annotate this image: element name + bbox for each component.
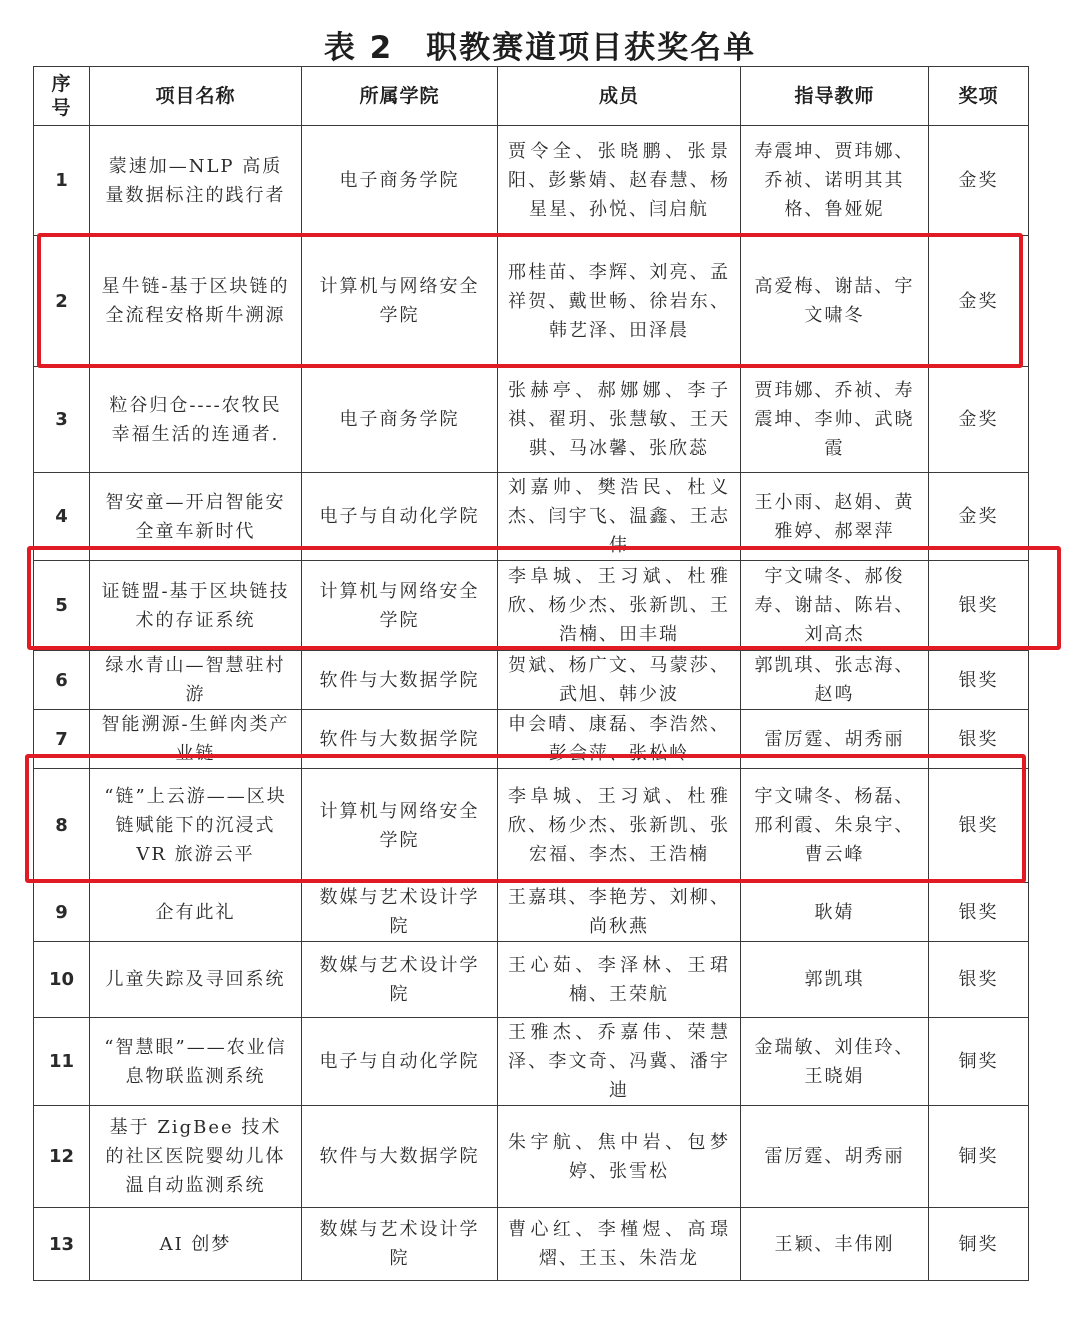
cell-members: 李阜城、王习斌、杜雅欣、杨少杰、张新凯、王浩楠、田丰瑞 xyxy=(498,561,741,651)
cell-members: 朱宇航、焦中岩、包梦婷、张雪松 xyxy=(498,1106,741,1208)
cell-college: 计算机与网络安全学院 xyxy=(302,769,498,883)
header-members: 成员 xyxy=(498,67,741,126)
cell-award: 银奖 xyxy=(929,769,1029,883)
cell-no: 3 xyxy=(34,367,90,473)
cell-members: 邢桂苗、李辉、刘亮、孟祥贺、戴世畅、徐岩东、韩艺泽、田泽晨 xyxy=(498,236,741,367)
cell-project-name: 蒙速加—NLP 高质量数据标注的践行者 xyxy=(90,126,302,236)
cell-college: 电子与自动化学院 xyxy=(302,473,498,561)
cell-members: 李阜城、王习斌、杜雅欣、杨少杰、张新凯、张宏福、李杰、王浩楠 xyxy=(498,769,741,883)
cell-college: 电子与自动化学院 xyxy=(302,1018,498,1106)
cell-no: 2 xyxy=(34,236,90,367)
header-award: 奖项 xyxy=(929,67,1029,126)
cell-advisors: 耿婧 xyxy=(741,883,929,942)
cell-advisors: 王颖、丰伟刚 xyxy=(741,1208,929,1281)
table-row xyxy=(34,1106,1029,1208)
cell-no: 7 xyxy=(34,710,90,769)
table-row xyxy=(34,942,1029,1018)
cell-no: 8 xyxy=(34,769,90,883)
highlight-box-row-8 xyxy=(25,754,1026,883)
cell-award: 金奖 xyxy=(929,236,1029,367)
cell-no: 13 xyxy=(34,1208,90,1281)
cell-advisors: 金瑞敏、刘佳玲、王晓娟 xyxy=(741,1018,929,1106)
cell-no: 5 xyxy=(34,561,90,651)
highlight-box-row-5 xyxy=(27,546,1061,650)
cell-advisors: 贾玮娜、乔祯、寿震坤、李帅、武晓霞 xyxy=(741,367,929,473)
cell-project-name: AI 创梦 xyxy=(90,1208,302,1281)
cell-college: 计算机与网络安全学院 xyxy=(302,236,498,367)
cell-members: 王雅杰、乔嘉伟、荣慧泽、李文奇、冯冀、潘宇迪 xyxy=(498,1018,741,1106)
cell-no: 9 xyxy=(34,883,90,942)
highlight-box-row-2 xyxy=(37,233,1023,368)
cell-advisors: 宇文啸冬、杨磊、邢利霞、朱泉宇、曹云峰 xyxy=(741,769,929,883)
cell-college: 电子商务学院 xyxy=(302,126,498,236)
cell-members: 王心茹、李泽林、王珺楠、王荣航 xyxy=(498,942,741,1018)
cell-advisors: 郭凯琪、张志海、赵鸣 xyxy=(741,651,929,710)
header-row xyxy=(34,67,1029,126)
cell-college: 数媒与艺术设计学院 xyxy=(302,1208,498,1281)
cell-no: 6 xyxy=(34,651,90,710)
table-row xyxy=(34,651,1029,710)
cell-award: 铜奖 xyxy=(929,1208,1029,1281)
cell-project-name: 证链盟-基于区块链技术的存证系统 xyxy=(90,561,302,651)
cell-advisors: 雷厉霆、胡秀丽 xyxy=(741,710,929,769)
cell-members: 申会晴、康磊、李浩然、彭会萍、张松岭 xyxy=(498,710,741,769)
header-advisors: 指导教师 xyxy=(741,67,929,126)
cell-no: 4 xyxy=(34,473,90,561)
table-row xyxy=(34,367,1029,473)
cell-project-name: 儿童失踪及寻回系统 xyxy=(90,942,302,1018)
cell-award: 铜奖 xyxy=(929,1106,1029,1208)
cell-no: 10 xyxy=(34,942,90,1018)
table-row xyxy=(34,1208,1029,1281)
cell-award: 铜奖 xyxy=(929,1018,1029,1106)
table-row xyxy=(34,883,1029,942)
cell-award: 银奖 xyxy=(929,561,1029,651)
cell-no: 1 xyxy=(34,126,90,236)
cell-college: 软件与大数据学院 xyxy=(302,710,498,769)
header-project-name: 项目名称 xyxy=(90,67,302,126)
table-title: 表 2 职教赛道项目获奖名单 xyxy=(323,30,757,66)
cell-no: 12 xyxy=(34,1106,90,1208)
cell-advisors: 郭凯琪 xyxy=(741,942,929,1018)
cell-award: 金奖 xyxy=(929,473,1029,561)
cell-award: 金奖 xyxy=(929,367,1029,473)
cell-project-name: 智能溯源-生鲜肉类产业链 xyxy=(90,710,302,769)
cell-college: 数媒与艺术设计学院 xyxy=(302,942,498,1018)
cell-advisors: 雷厉霆、胡秀丽 xyxy=(741,1106,929,1208)
table-row xyxy=(34,126,1029,236)
cell-members: 王嘉琪、李艳芳、刘柳、尚秋燕 xyxy=(498,883,741,942)
cell-advisors: 高爱梅、谢喆、宇文啸冬 xyxy=(741,236,929,367)
cell-project-name: 基于 ZigBee 技术的社区医院婴幼儿体温自动监测系统 xyxy=(90,1106,302,1208)
header-college: 所属学院 xyxy=(302,67,498,126)
cell-college: 软件与大数据学院 xyxy=(302,651,498,710)
cell-award: 银奖 xyxy=(929,942,1029,1018)
cell-college: 数媒与艺术设计学院 xyxy=(302,883,498,942)
cell-award: 金奖 xyxy=(929,126,1029,236)
cell-members: 刘嘉帅、樊浩民、杜义杰、闫宇飞、温鑫、王志伟 xyxy=(498,473,741,561)
cell-project-name: 绿水青山—智慧驻村游 xyxy=(90,651,302,710)
header-no: 序号 xyxy=(34,67,90,126)
cell-college: 软件与大数据学院 xyxy=(302,1106,498,1208)
cell-members: 张赫亭、郝娜娜、李子祺、翟玥、张慧敏、王天骐、马冰馨、张欣蕊 xyxy=(498,367,741,473)
cell-members: 曹心红、李槿煜、高璟熠、王玉、朱浩龙 xyxy=(498,1208,741,1281)
cell-college: 计算机与网络安全学院 xyxy=(302,561,498,651)
cell-project-name: 粒谷归仓----农牧民幸福生活的连通者. xyxy=(90,367,302,473)
cell-project-name: 企有此礼 xyxy=(90,883,302,942)
cell-award: 银奖 xyxy=(929,651,1029,710)
cell-advisors: 寿震坤、贾玮娜、乔祯、诺明其其格、鲁娅妮 xyxy=(741,126,929,236)
table-row xyxy=(34,1018,1029,1106)
cell-award: 银奖 xyxy=(929,710,1029,769)
cell-project-name: “链”上云游——区块链赋能下的沉浸式 VR 旅游云平 xyxy=(90,769,302,883)
cell-members: 贾令全、张晓鹏、张景阳、彭紫婧、赵春慧、杨星星、孙悦、闫启航 xyxy=(498,126,741,236)
cell-members: 贺斌、杨广文、马蒙莎、武旭、韩少波 xyxy=(498,651,741,710)
cell-project-name: “智慧眼”——农业信息物联监测系统 xyxy=(90,1018,302,1106)
cell-project-name: 星牛链-基于区块链的全流程安格斯牛溯源 xyxy=(90,236,302,367)
cell-advisors: 王小雨、赵娟、黄雅婷、郝翠萍 xyxy=(741,473,929,561)
cell-award: 银奖 xyxy=(929,883,1029,942)
cell-college: 电子商务学院 xyxy=(302,367,498,473)
cell-advisors: 宇文啸冬、郝俊寿、谢喆、陈岩、刘高杰 xyxy=(741,561,929,651)
cell-no: 11 xyxy=(34,1018,90,1106)
cell-project-name: 智安童—开启智能安全童车新时代 xyxy=(90,473,302,561)
